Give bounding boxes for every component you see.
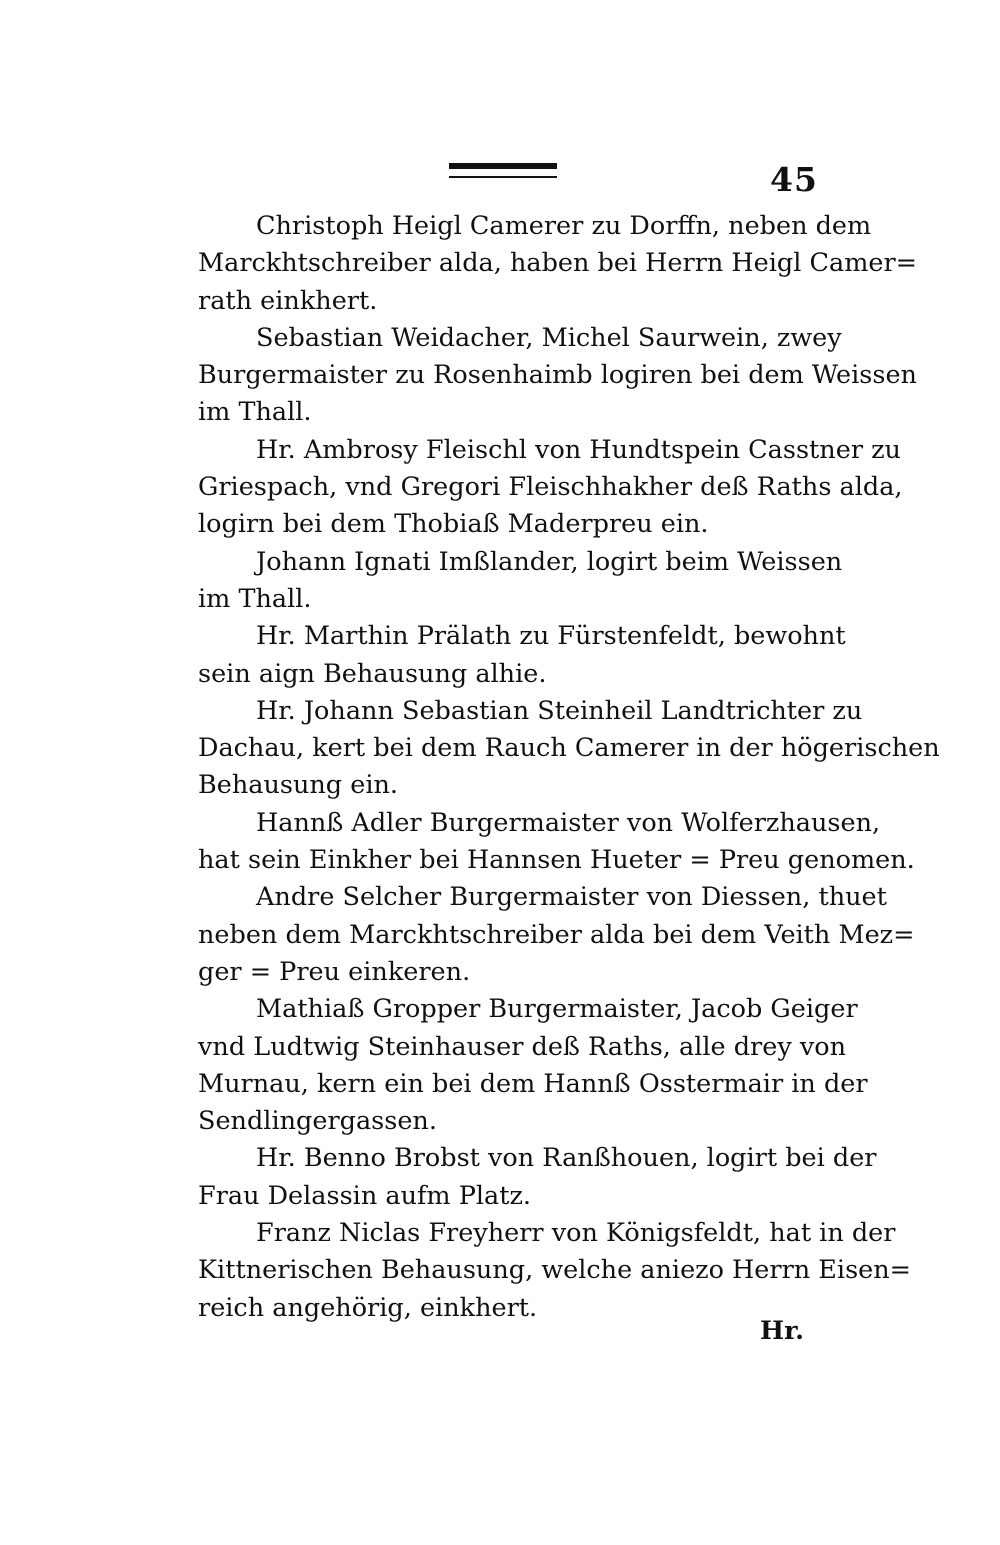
text-line: Sebastian Weidacher, Michel Saurwein, zwey [256,322,842,353]
text-line: Frau Delassin aufm Platz. [198,1180,532,1211]
header-rule-thick [449,163,557,169]
text-line: Marckhtschreiber alda, haben bei Herrn Heigl Camer= [198,248,918,279]
text-line: hat sein Einkher bei Hannsen Hueter = Preu genomen. [198,845,915,876]
text-line: vnd Ludtwig Steinhauser deß Raths, alle drey von [198,1031,847,1062]
text-line: Hannß Adler Burgermaister von Wolferzhausen, [256,807,881,838]
text-line: reich angehörig, einkhert. [198,1292,538,1323]
text-line: sein aign Behausung alhie. [198,658,547,689]
text-line: Burgermaister zu Rosenhaimb logiren bei dem Weissen [198,360,917,391]
text-line: Mathiaß Gropper Burgermaister, Jacob Geiger [256,994,858,1025]
text-line: Hr. Johann Sebastian Steinheil Landtrichter zu [256,695,863,726]
text-line: im Thall. [198,583,312,614]
text-line: Sendlingergassen. [198,1106,437,1137]
text-line: Christoph Heigl Camerer zu Dorffn, neben dem [256,211,872,241]
text-line: Behausung ein. [198,770,399,801]
text-line: Johann Ignati Imßlander, logirt beim Weissen [256,546,843,577]
header-rule-thin [449,176,557,178]
text-line: ger = Preu einkeren. [198,956,471,987]
text-line: logirn bei dem Thobiaß Maderpreu ein. [198,509,709,540]
text-line: Griespach, vnd Gregori Fleischhakher deß Raths alda, [198,472,903,503]
text-line: Hr. Marthin Prälath zu Fürstenfeldt, bewohnt [256,621,846,652]
text-line: im Thall. [198,397,312,428]
text-line: Franz Niclas Freyherr von Königsfeldt, hat in der [256,1218,896,1249]
text-line: Hr. Benno Brobst von Ranßhouen, logirt bei der [256,1143,877,1174]
catchword: Hr. [760,1316,805,1346]
text-line: neben dem Marckhtschreiber alda bei dem Veith Mez= [198,919,915,950]
text-line: Kittnerischen Behausung, welche aniezo Herrn Eisen= [198,1255,912,1286]
text-line: Hr. Ambrosy Fleischl von Hundtspein Casstner zu [256,434,901,465]
text-line: Dachau, kert bei dem Rauch Camerer in der högerischen [198,733,940,764]
text-line: Murnau, kern ein bei dem Hannß Osstermair in der [198,1068,868,1099]
body-text [198,208,940,1327]
page-number: 45 [770,160,818,199]
text-line: rath einkhert. [198,285,378,316]
text-line: Andre Selcher Burgermaister von Diessen, thuet [256,882,887,913]
